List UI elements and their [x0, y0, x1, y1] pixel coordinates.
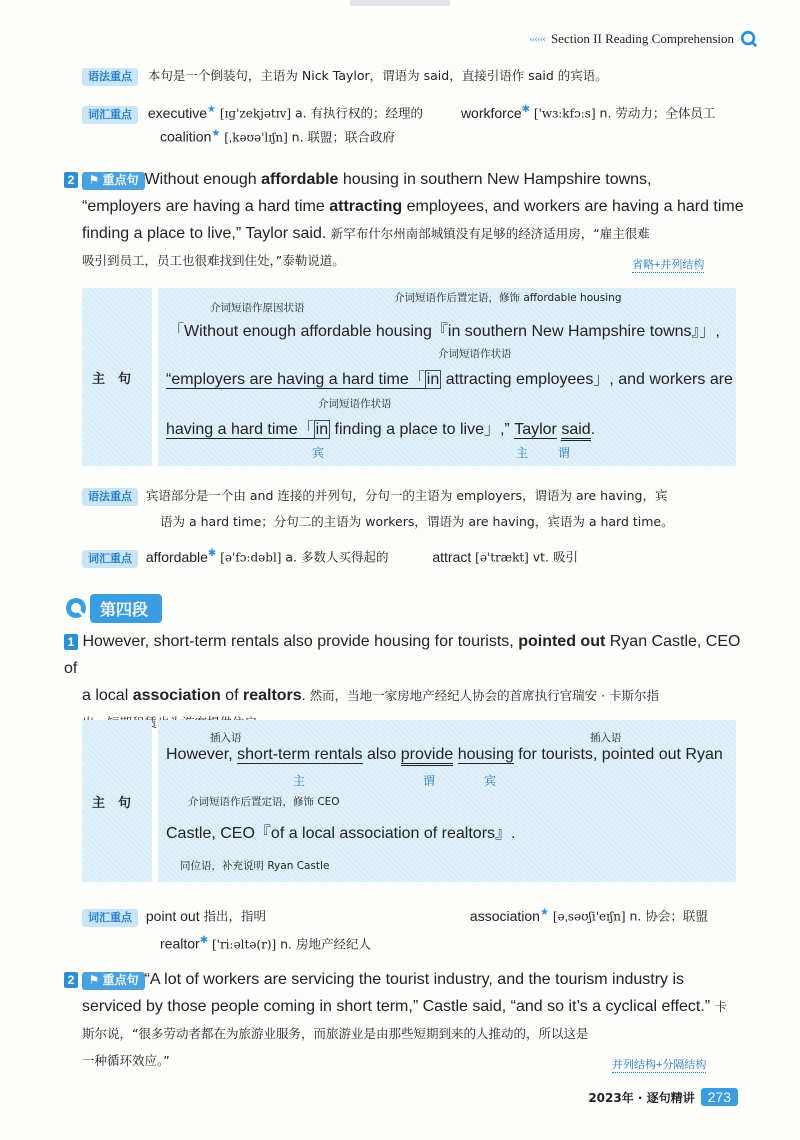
analysis-text: having a hard time「	[166, 421, 314, 438]
analysis-text: for tourists, pointed out Ryan	[513, 746, 723, 763]
text: a local	[82, 687, 133, 704]
analysis-box-2	[158, 720, 736, 882]
grammar-note-2	[82, 484, 752, 507]
phonetic: ['wɜːkfɔːs]	[533, 106, 596, 121]
vocab-word: affordable	[145, 548, 208, 565]
vocab-word: association	[469, 907, 540, 924]
sentence-number: 1	[64, 634, 78, 650]
section-title-label: 第四段	[90, 594, 162, 623]
translation: 新罕布什尔州南部城镇没有足够的经济适用房，“雇主很难	[330, 226, 650, 241]
analysis-line: Castle, CEO『of a local association of realtors』.	[166, 825, 516, 842]
key-sentence-label: 重点句	[102, 173, 139, 187]
translation: 斯尔说，“很多劳动者都在为旅游业服务，而旅游业是由那些短期到来的人推动的，所以这是	[82, 1026, 589, 1041]
role-subject: 主	[293, 774, 306, 788]
annotation: 插入语	[590, 732, 622, 744]
annotation: 介词短语作原因状语	[210, 302, 305, 314]
star-icon: ★	[539, 907, 549, 918]
definition: n. 协会；联盟	[629, 908, 708, 924]
grammar-tag: 语法重点	[82, 68, 138, 86]
search-q-icon	[64, 596, 90, 622]
flag-icon: ⚑	[88, 973, 100, 987]
analysis-text: also	[362, 746, 401, 763]
star-icon: ★	[207, 104, 217, 115]
analysis-text: “employers are having a hard time「	[166, 371, 425, 388]
text: serviced by those people coming in short term,” Castle said, “and so it’s a cyclical effect.”	[82, 998, 715, 1015]
phonetic: [ə'trækt]	[475, 550, 529, 565]
subject-phrase: short-term rentals	[237, 746, 363, 763]
vocab-tag: 词汇重点	[82, 550, 138, 568]
vocab-word: realtor	[160, 935, 200, 952]
flag-icon: ⚑	[88, 173, 100, 187]
grammar-tag: 语法重点	[82, 488, 138, 506]
definition: a. 有执行权的；经理的	[294, 105, 424, 121]
grammar-text: 语为 a hard time；分句二的主语为 workers，谓语为 are having，宾语为 a hard time。	[160, 514, 674, 529]
text: “A lot of workers are servicing the tourist industry, and the tourism industry is	[144, 971, 685, 988]
role-predicate: 谓	[558, 446, 571, 460]
vocab-word: attract	[432, 548, 472, 565]
analysis-line: 「Without enough affordable housing『in southern New Hampshire towns』」,	[168, 323, 721, 340]
boxed-word: in	[426, 371, 440, 388]
text: However, short-term rentals also provide housing for tourists,	[82, 633, 519, 650]
page-number: 273	[701, 1088, 738, 1106]
vocab-note-3b	[160, 930, 371, 956]
vocab-word: executive	[147, 104, 208, 121]
definition: n. 联盟；联合政府	[291, 129, 396, 145]
annotation: 插入语	[210, 732, 242, 744]
arrows-icon: ‹‹‹‹‹‹	[528, 33, 545, 45]
annotation: 介词短语作状语	[318, 398, 392, 410]
analysis-text: However,	[166, 746, 238, 763]
phonetic: [ˌkəʊə'lɪʃn]	[224, 130, 288, 145]
grammar-text: 本句是一个倒装句，主语为 Nick Taylor，谓语为 said，直接引语作 said 的宾语。	[147, 68, 608, 83]
role-object: 宾	[484, 774, 497, 788]
translation: . 然而，当地一家房地产经纪人协会的首席执行官瑞安 · 卡斯尔指	[301, 688, 660, 703]
definition: n. 房地产经纪人	[280, 936, 371, 952]
analysis-text: attracting employees」, and workers are	[441, 371, 733, 388]
vocab-word: coalition	[160, 128, 212, 145]
running-header	[529, 30, 758, 48]
text: “employers are having a hard time	[82, 198, 330, 215]
text: housing in southern New Hampshire towns,	[338, 171, 652, 188]
key-sentence-tag	[82, 972, 144, 990]
bold-word: association	[132, 687, 221, 704]
analysis-text: finding a place to live」,”	[330, 421, 515, 438]
section-title: Section II Reading Comprehension	[550, 31, 734, 46]
analysis-box-1: 介词短语作原因状语 介词短语作后置定语，修饰 affordable housing 「Without enough affordable housing『in southern New Hampshire towns』」, 介词短语作状语 “employers are having a hard time「 in attracting employees」, and workers are 介词短语作状语 having a hard time「 in finding a place to live」,” Taylor said. 宾 主 谓	[158, 288, 736, 466]
translation: 卡	[714, 999, 728, 1014]
structure-hint: 省略+并列结构	[632, 256, 704, 273]
translation: 吸引到员工，员工也很难找到住处，”泰勒说道。	[82, 253, 345, 268]
star-icon: ✱	[521, 104, 531, 115]
bold-word: affordable	[261, 171, 339, 188]
phonetic: [ɪɡ'zekjətɪv]	[219, 106, 292, 121]
annotation: 同位语，补充说明 Ryan Castle	[180, 860, 330, 872]
vocab-note-1	[82, 99, 762, 125]
section-heading	[64, 594, 162, 623]
text: employees, and workers are having a hard time	[402, 198, 744, 215]
star-icon: ★	[211, 128, 221, 139]
main-clause-label: 主 句	[92, 796, 132, 811]
predicate-word: said	[561, 421, 590, 441]
definition: vt. 吸引	[532, 549, 578, 565]
star-icon: ✱	[207, 548, 217, 559]
definition: 指出，指明	[203, 908, 267, 924]
annotation: 介词短语作后置定语，修饰 affordable housing	[394, 292, 622, 304]
phonetic: [əˌsəʊʃi'eɪʃn]	[552, 909, 626, 924]
annotation: 介词短语作状语	[438, 348, 512, 360]
vocab-word: workforce	[460, 104, 522, 121]
key-sentence-tag	[82, 172, 144, 190]
search-q-icon	[740, 30, 758, 48]
annotation: 介词短语作后置定语，修饰 CEO	[188, 796, 340, 808]
page-footer	[588, 1088, 738, 1106]
predicate-word: provide	[401, 746, 453, 766]
translation: 一种循环效应。”	[82, 1053, 170, 1068]
structure-hint: 并列结构+分隔结构	[612, 1056, 706, 1073]
top-edge	[0, 0, 800, 10]
footer-label: 2023年 · 逐句精讲	[588, 1090, 695, 1105]
sentence-number: 2	[64, 972, 78, 988]
phonetic: ['riːəltə(r)]	[211, 937, 277, 952]
grammar-text: 宾语部分是一个由 and 连接的并列句，分句一的主语为 employers，谓语为 are having，宾	[145, 488, 668, 503]
grammar-note-1	[82, 64, 608, 87]
object-word: housing	[457, 746, 514, 763]
main-clause-label: 主 句	[92, 372, 132, 387]
bold-word: realtors	[242, 687, 302, 704]
text: Without enough	[144, 171, 262, 188]
vocab-tag: 词汇重点	[82, 909, 138, 927]
vocab-note-3	[82, 902, 762, 928]
vocab-note-2	[82, 543, 752, 569]
role-subject: 主	[516, 446, 529, 460]
bold-word: pointed out	[518, 633, 606, 650]
definition: a. 多数人买得起的	[285, 549, 389, 565]
vocab-word: point out	[145, 907, 200, 924]
analysis-label-box	[82, 288, 152, 466]
vocab-tag: 词汇重点	[82, 106, 138, 124]
phonetic: [ə'fɔːdəbl]	[220, 550, 282, 565]
vocab-note-1b	[160, 123, 395, 149]
role-object: 宾	[312, 446, 325, 460]
analysis-label-box	[82, 720, 152, 882]
bold-word: attracting	[329, 198, 403, 215]
boxed-word: in	[315, 421, 329, 438]
subject-word: Taylor	[514, 421, 557, 438]
key-sentence-label: 重点句	[102, 973, 139, 987]
star-icon: ✱	[199, 935, 209, 946]
text: of	[220, 687, 243, 704]
definition: n. 劳动力；全体员工	[599, 105, 716, 121]
sentence-number: 2	[64, 172, 78, 188]
text: finding a place to live,” Taylor said.	[82, 225, 331, 242]
role-predicate: 谓	[423, 774, 436, 788]
text: Ryan Castle, CEO of	[64, 633, 741, 677]
